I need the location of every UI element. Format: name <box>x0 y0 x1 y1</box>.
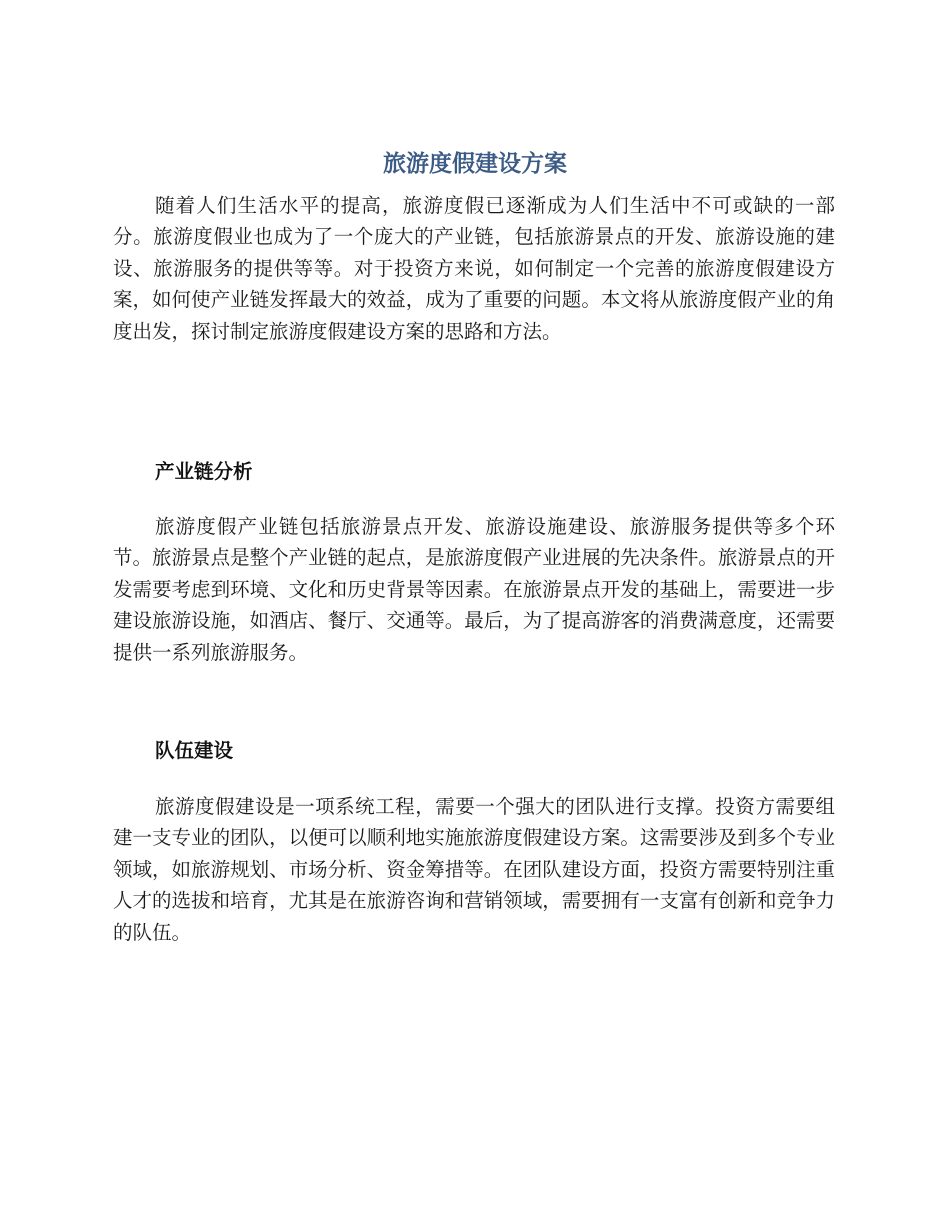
section-heading-team-building: 队伍建设 <box>155 739 234 762</box>
section-heading-industry-chain: 产业链分析 <box>155 460 253 483</box>
section-paragraph-industry-chain: 旅游度假产业链包括旅游景点开发、旅游设施建设、旅游服务提供等多个环节。旅游景点是整个产业链的起点，是旅游度假产业进展的先决条件。旅游景点的开发需要考虑到环境、文化和历史背景等因素。在旅游景点开发的基础上，需要进一步建设旅游设施，如酒店、餐厅、交通等。最后，为了提高游客的消费满意度，还需要提供一系列旅游服务。 <box>113 515 835 664</box>
document-title: 旅游度假建设方案 <box>383 151 567 177</box>
section-paragraph-team-building: 旅游度假建设是一项系统工程，需要一个强大的团队进行支撑。投资方需要组建一支专业的团队，以便可以顺利地实施旅游度假建设方案。这需要涉及到多个专业领域，如旅游规划、市场分析、资金筹措等。在团队建设方面，投资方需要特别注重人才的选拔和培育，尤其是在旅游咨询和营销领域，需要拥有一支富有创新和竞争力的队伍。 <box>113 795 835 944</box>
intro-paragraph: 随着人们生活水平的提高，旅游度假已逐渐成为人们生活中不可或缺的一部分。旅游度假业也成为了一个庞大的产业链，包括旅游景点的开发、旅游设施的建设、旅游服务的提供等等。对于投资方来说，如何制定一个完善的旅游度假建设方案，如何使产业链发挥最大的效益，成为了重要的问题。本文将从旅游度假产业的角度出发，探讨制定旅游度假建设方案的思路和方法。 <box>113 194 835 343</box>
